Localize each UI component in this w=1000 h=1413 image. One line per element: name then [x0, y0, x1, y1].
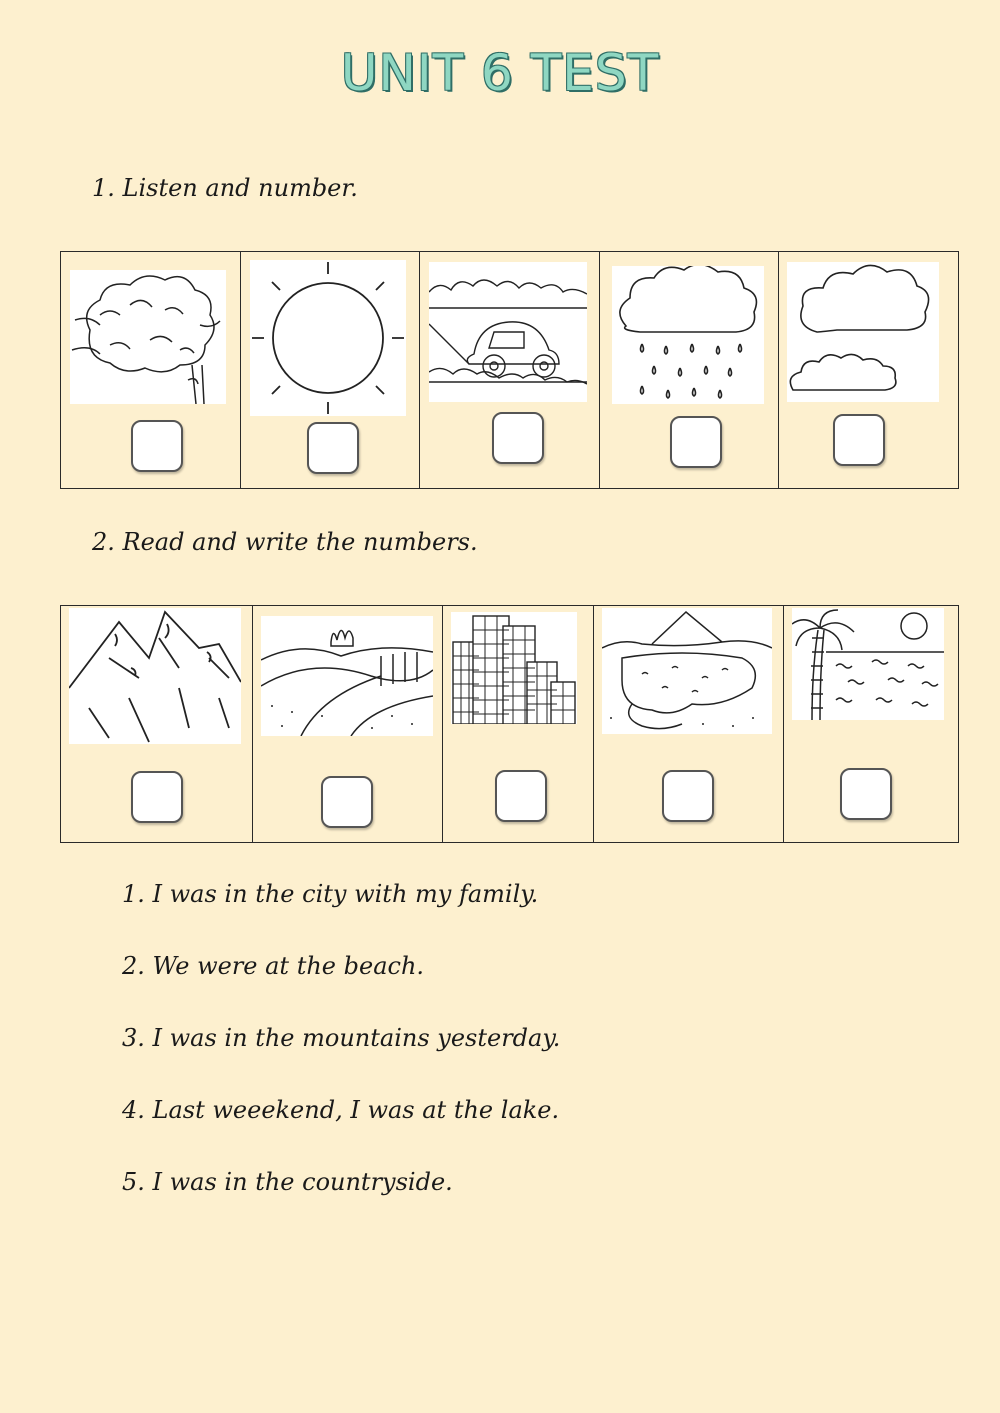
windy-tree-icon [70, 270, 226, 404]
answer-box[interactable] [495, 770, 547, 822]
sentence-item: 1. I was in the city with my family. [122, 880, 539, 908]
rain-cloud-icon [612, 266, 764, 404]
answer-box[interactable] [492, 412, 544, 464]
answer-box[interactable] [131, 771, 183, 823]
clouds-icon [787, 262, 939, 402]
sentence-list [122, 880, 560, 1240]
sentence-item: 3. I was in the mountains yesterday. [122, 1024, 561, 1052]
exercise-1-heading: 1. Listen and number. [92, 174, 358, 202]
sentence-item: 2. We were at the beach. [122, 952, 425, 980]
answer-box[interactable] [307, 422, 359, 474]
mountains-icon [69, 608, 241, 744]
beach-icon [792, 608, 944, 720]
picture-cell [594, 606, 785, 842]
picture-cell [779, 252, 958, 488]
picture-cell [784, 606, 958, 842]
picture-cell [600, 252, 780, 488]
picture-cell [241, 252, 421, 488]
picture-cell [253, 606, 444, 842]
answer-box[interactable] [131, 420, 183, 472]
countryside-icon [261, 616, 433, 736]
picture-cell [61, 252, 241, 488]
answer-box[interactable] [321, 776, 373, 828]
answer-box[interactable] [670, 416, 722, 468]
picture-cell [61, 606, 253, 842]
city-icon [451, 612, 577, 724]
exercise-2-grid [60, 605, 959, 843]
picture-cell [420, 252, 600, 488]
answer-box[interactable] [833, 414, 885, 466]
lake-icon [602, 608, 772, 734]
exercise-1-grid [60, 251, 959, 489]
foggy-car-icon [429, 262, 587, 402]
sentence-item: 4. Last weeekend, I was at the lake. [122, 1096, 560, 1124]
exercise-2-heading: 2. Read and write the numbers. [92, 528, 478, 556]
answer-box[interactable] [840, 768, 892, 820]
sentence-item: 5. I was in the countryside. [122, 1168, 453, 1196]
picture-cell [443, 606, 594, 842]
page-title: UNIT 6 TEST [340, 44, 660, 102]
sun-icon [250, 260, 406, 416]
answer-box[interactable] [662, 770, 714, 822]
